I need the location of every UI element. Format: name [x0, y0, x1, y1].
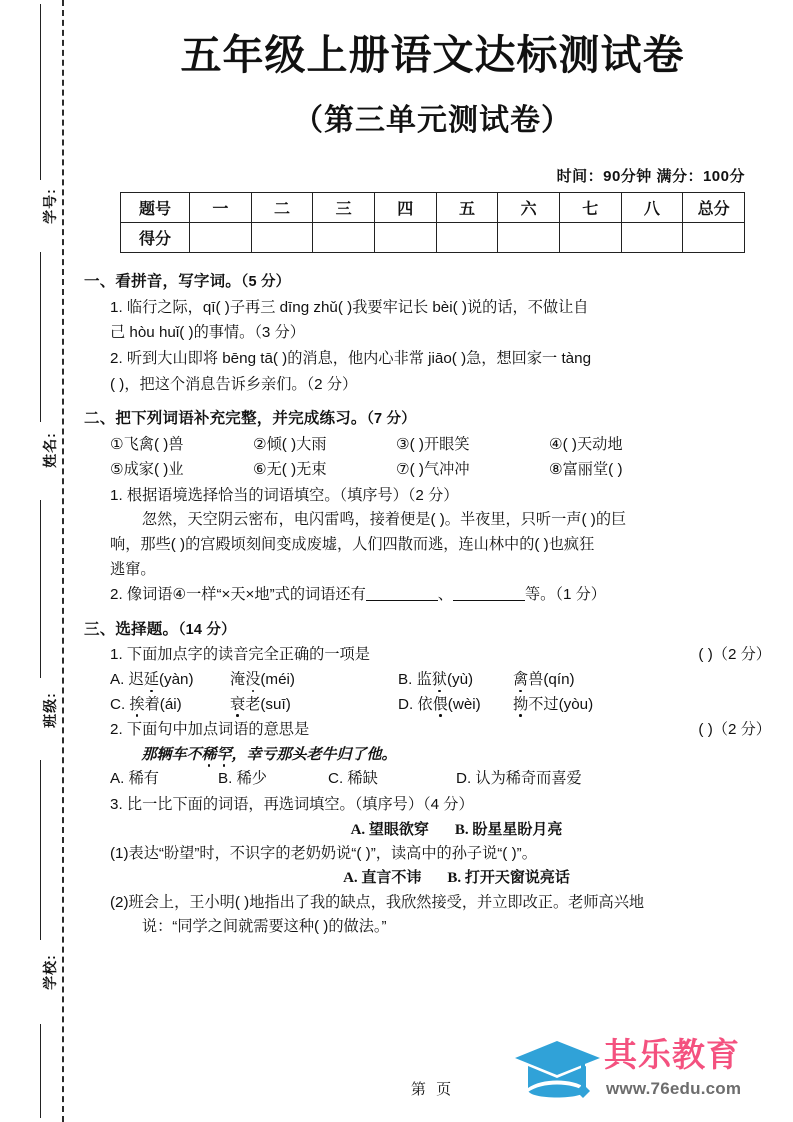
s3-q2-stem-row [110, 718, 775, 743]
s2-item-2: ②倾( )大雨 [253, 435, 327, 453]
s3-q1-option-c-w1-dot: 挨 [129, 695, 145, 713]
score-table-col-8: 八 [621, 193, 683, 223]
s3-q2-option-d[interactable]: D. 认为稀奇而喜爱 [456, 770, 582, 788]
score-table-col-total: 总分 [683, 193, 745, 223]
s3-q1-option-a[interactable] [110, 668, 230, 693]
s3-q1-option-c-word2 [230, 693, 398, 718]
margin-rule [40, 252, 41, 422]
site-logo [512, 1036, 774, 1114]
table-row-question-numbers [121, 193, 745, 223]
score-cell-8[interactable] [621, 223, 683, 253]
section-1-title: 一、看拼音，写字词。 [84, 273, 242, 291]
s2-item-3: ③( )开眼笑 [396, 435, 470, 453]
s3-q2-stem: 2. 下面句中加点词语的意思是 [110, 721, 310, 739]
fold-dashed-line [62, 0, 64, 1122]
score-cell-1[interactable] [190, 223, 252, 253]
margin-rule [40, 500, 41, 678]
s3-q1-option-b-w2-py: 兽(qín) [528, 671, 575, 689]
s3-q2-options-row [110, 767, 775, 792]
s3-q1-option-d-label: D. [398, 695, 418, 713]
s3-q3-sub-2-line2: 说：“同学之间就需要这种( )的做法。” [141, 918, 387, 936]
margin-label-name: 姓名: [42, 432, 58, 468]
s3-q1-option-a-label: A. [110, 671, 129, 689]
s3-q1-option-d-w2-dot: 拗 [513, 695, 529, 713]
s3-q2-answer-mark[interactable]: ( )（2 分） [698, 721, 771, 739]
s3-q3-sub-2-line1: (2)班会上，王小明( )地指出了我的缺点，我欣然接受，并立即改正。老师高兴地 [110, 893, 645, 911]
s3-q3-stem: 3. 比一比下面的词语，再选词填空。（填序号）（4 分） [110, 795, 474, 813]
s3-q3-choices-2 [84, 866, 775, 890]
page-number-footer: 第 页 [410, 1081, 455, 1098]
s2-item-4: ④( )天动地 [549, 435, 623, 453]
s3-q1-option-a-w1-py: (yàn) [158, 671, 194, 689]
s3-q1-option-b-word2 [513, 668, 575, 693]
score-table-col-5: 五 [436, 193, 498, 223]
s3-q1-option-b[interactable] [398, 668, 513, 693]
s2-item-7: ⑦( )气冲冲 [396, 461, 470, 479]
score-cell-6[interactable] [498, 223, 560, 253]
section-2-points: （7 分） [366, 411, 416, 428]
score-table-col-7: 七 [559, 193, 621, 223]
score-table-col-6: 六 [498, 193, 560, 223]
s3-q2-example-sentence [110, 743, 775, 767]
s3-q1-option-c-w2-dot: 衰 [230, 695, 246, 713]
s3-q1-option-a-w2-dot: 没 [245, 671, 261, 689]
score-cell-total[interactable] [683, 223, 745, 253]
section-heading-3 [84, 617, 775, 642]
s2-items-row-2 [110, 458, 775, 483]
margin-label-student-id: 学号: [42, 188, 58, 224]
s3-q3-choice-2a[interactable]: A. 直言不讳 [343, 870, 422, 887]
s1-q2-line1: 2. 听到大山即将 bēng tā( )的消息，他内心非常 jiāo( )急，想回家一 tàng [110, 349, 592, 367]
page-subtitle: （第三单元测试卷） [293, 104, 572, 138]
s2-q2-blank-2[interactable] [453, 585, 525, 601]
margin-label-school: 学校: [42, 954, 58, 990]
s3-q1-option-c[interactable] [110, 693, 230, 718]
s3-q1-option-d-w1-py: (wèi) [447, 695, 481, 713]
s3-q2-option-a[interactable]: A. 稀有 [110, 770, 159, 788]
s3-q1-option-d-w1-pre: 依 [417, 695, 433, 713]
s3-q1-option-b-w2-dot: 禽 [513, 671, 529, 689]
s3-q3-choice-2b[interactable]: B. 打开天窗说亮话 [447, 870, 570, 887]
s3-q1-option-c-label: C. [110, 695, 130, 713]
s2-q2 [110, 583, 775, 608]
s3-q1-option-c-w1-py: 着(ái) [144, 695, 182, 713]
page-title: 五年级上册语文达标测试卷 [180, 32, 685, 78]
score-table [120, 192, 745, 253]
margin-rule [40, 760, 41, 940]
s2-item-1: ①飞禽( )兽 [110, 435, 184, 453]
margin-rule [40, 1024, 41, 1118]
question-content [72, 269, 793, 940]
section-2-title: 二、把下列词语补充完整，并完成练习。 [84, 410, 367, 428]
s3-q1-option-d[interactable] [398, 693, 513, 718]
s2-q1-text-line2: 响，那些( )的宫殿顷刻间变成废墟，人们四散而逃，连山林中的( )也疯狂 [110, 536, 595, 554]
s3-q1-options-row-2 [110, 693, 775, 718]
logo-website-url: www.76edu.com [606, 1079, 742, 1098]
s3-q3-choice-1b[interactable]: B. 盼星星盼月亮 [454, 821, 563, 838]
section-heading-2 [84, 406, 775, 431]
s3-q3-choice-1a[interactable]: A. 望眼欲穿 [350, 821, 429, 838]
score-table-row-label: 题号 [121, 193, 190, 223]
s3-q1-option-b-w1-pre: 监 [416, 671, 432, 689]
s2-q1-text-line3: 逃窜。 [110, 560, 156, 578]
s3-q2-sentence-dot-1: 稀 [201, 746, 217, 763]
s2-item-5: ⑤成家( )业 [110, 461, 184, 479]
section-3-title: 三、选择题。 [84, 620, 179, 638]
score-table-wrap [72, 192, 793, 253]
s3-q1-option-b-w1-py: (yù) [446, 671, 474, 689]
s3-q2-option-b[interactable]: B. 稀少 [218, 770, 267, 788]
exam-page [72, 0, 793, 1122]
graduation-cap-icon [512, 1036, 602, 1112]
s3-q1-option-a-w2-py: (méi) [260, 671, 295, 689]
score-table-col-3: 三 [313, 193, 375, 223]
binding-margin [0, 0, 72, 1122]
s3-q1-option-a-word2 [230, 668, 398, 693]
s2-item-8: ⑧富丽堂( ) [549, 461, 623, 479]
score-table-row-label: 得分 [121, 223, 190, 253]
s2-item-6: ⑥无( )无束 [253, 461, 327, 479]
s2-q2-blank-1[interactable] [366, 585, 438, 601]
s3-q1-option-a-w1-dot: 延 [143, 671, 159, 689]
s3-q1-option-b-label: B. [398, 671, 417, 689]
s2-q2-pre: 2. 像词语④一样“×天×地”式的词语还有 [110, 586, 366, 604]
s3-q3-choices-1 [84, 818, 775, 842]
section-1-points: （5 分） [241, 274, 291, 291]
s3-q2-sentence-dot-2: 罕 [216, 746, 232, 763]
s3-q1-option-b-w1-dot: 狱 [431, 671, 447, 689]
margin-rule [40, 4, 41, 180]
score-cell-7[interactable] [559, 223, 621, 253]
s3-q1-option-a-w1-pre: 迟 [128, 671, 144, 689]
score-table-col-4: 四 [374, 193, 436, 223]
score-table-col-1: 一 [190, 193, 252, 223]
score-cell-2[interactable] [251, 223, 313, 253]
s1-q2-line2: ( )，把这个消息告诉乡亲们。（2 分） [110, 375, 358, 393]
s3-q1-option-c-w2-py: 老(suī) [245, 695, 291, 713]
s3-q1-option-d-word2 [513, 693, 593, 718]
logo-brand-name: 其乐教育 [604, 1036, 740, 1073]
s3-q1-option-a-w2-pre: 淹 [230, 671, 246, 689]
s3-q1-stem: 1. 下面加点字的读音完全正确的一项是 [110, 646, 370, 664]
score-table-col-2: 二 [251, 193, 313, 223]
s2-q1-text-line1: 忽然，天空阴云密布，电闪雷鸣，接着便是( )。半夜里，只听一声( )的巨 [141, 511, 627, 529]
s3-q1-options-row-1 [110, 668, 775, 693]
s2-q2-mid: 、 [437, 586, 453, 604]
s3-q2-option-c[interactable]: C. 稀缺 [328, 770, 378, 788]
exam-meta: 时间：90分钟 满分：100分 [556, 168, 745, 186]
table-row-scores [121, 223, 745, 253]
s3-q2-sentence-pre: 那辆车不 [141, 746, 202, 763]
margin-label-class: 班级: [42, 692, 58, 728]
s1-q1-line2: 己 hòu huǐ( )的事情。（3 分） [110, 324, 305, 342]
score-cell-4[interactable] [374, 223, 436, 253]
s2-items-row-1 [110, 433, 775, 458]
s3-q1-answer-mark[interactable]: ( )（2 分） [698, 646, 771, 664]
score-cell-3[interactable] [313, 223, 375, 253]
s3-q1-stem-row [110, 643, 775, 668]
s2-q2-post: 等。（1 分） [524, 586, 606, 604]
section-heading-1 [84, 269, 775, 294]
s2-q1-stem: 1. 根据语境选择恰当的词语填空。（填序号）（2 分） [110, 486, 459, 504]
score-cell-5[interactable] [436, 223, 498, 253]
section-3-points: （14 分） [178, 621, 236, 638]
s3-q3-sub-1: (1)表达“盼望”时，不识字的老奶奶说“( )”，读高中的孙子说“( )”。 [110, 844, 537, 862]
s3-q1-option-d-w1-dot: 偎 [432, 695, 448, 713]
s1-q1-line1: 1. 临行之际，qī( )子再三 dīng zhǔ( )我要牢记长 bèi( )说的话，不做让自 [110, 298, 589, 316]
s3-q1-option-d-w2-py: 不过(yòu) [528, 695, 594, 713]
s3-q2-sentence-post: ，幸亏那头老牛归了他。 [231, 746, 397, 763]
